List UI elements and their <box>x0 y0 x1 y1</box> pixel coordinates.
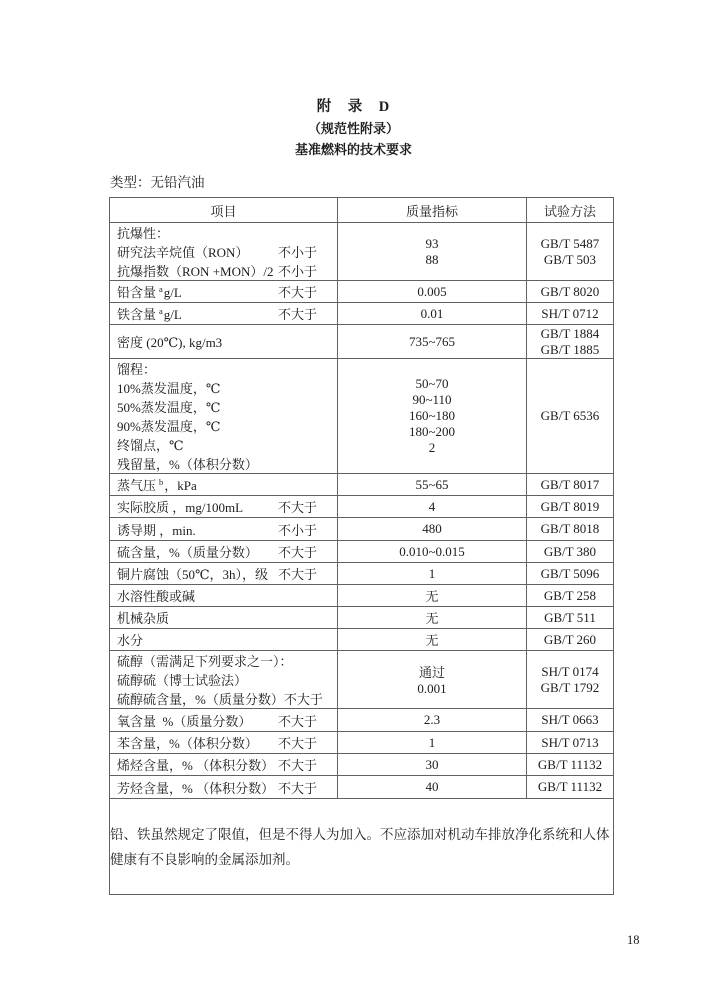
item-label <box>117 304 182 323</box>
cell-method: GB/T 11132 <box>527 776 614 799</box>
table-row-vapor-pressure <box>110 474 614 496</box>
cell-value: 480 <box>338 518 527 541</box>
value-text: 90~110 <box>412 392 452 407</box>
cell-item <box>110 541 338 563</box>
table-row-lead-content <box>110 281 614 303</box>
appendix-title: 附 录 D <box>316 99 391 115</box>
table-row-footnote <box>110 799 614 895</box>
item-line <box>117 261 317 280</box>
item-line <box>117 416 317 435</box>
value-text: 93 <box>425 235 439 251</box>
qualifier-label: 不大于 <box>277 780 317 796</box>
item-label: 机械杂质 <box>117 611 170 626</box>
item-text-post: g/L <box>163 285 182 300</box>
cell-item <box>110 303 338 325</box>
table-row-aromatics-content <box>110 776 614 799</box>
item-label: 抗爆指数（RON +MON）/2 <box>117 264 274 279</box>
cell-item <box>110 496 338 518</box>
cell-value <box>338 359 527 474</box>
item-label: 苯含量，%（体积分数） <box>117 736 258 751</box>
table-row-mercaptan <box>110 651 614 709</box>
table-row-oxygen-content <box>110 709 614 732</box>
qualifier-label: 不大于 <box>277 307 317 322</box>
cell-method: GB/T 8017 <box>527 474 614 496</box>
item-label: 硫醇硫（博士试验法） <box>117 673 248 688</box>
value-text: 180~200 <box>408 424 456 439</box>
fuel-type-label: 类型：无铅汽油 <box>110 175 205 190</box>
cell-value: 无 <box>338 607 527 629</box>
item-label: 烯烃含量，% （体积分数） <box>117 758 275 773</box>
method-text: GB/T 5487 <box>540 235 600 251</box>
qualifier-label: 不大于 <box>277 758 317 773</box>
cell-item <box>110 776 338 799</box>
table-row-density <box>110 325 614 359</box>
cell-item <box>110 651 338 709</box>
item-label: 抗爆性： <box>117 226 170 241</box>
cell-item <box>110 325 338 359</box>
cell-item <box>110 607 338 629</box>
qualifier-label: 不大于 <box>277 500 317 515</box>
qualifier-label: 不大于 <box>283 692 323 707</box>
value-text: 通过 <box>418 665 445 680</box>
item-label: 10%蒸发温度，℃ <box>117 381 221 396</box>
value-text: 50~70 <box>415 376 449 391</box>
cell-method: SH/T 0713 <box>527 732 614 754</box>
table-row-acid-or-alkali <box>110 585 614 607</box>
appendix-subtitle: （规范性附录） <box>307 121 399 136</box>
item-text-pre: 铅含量 <box>117 285 157 300</box>
cell-method: GB/T 8019 <box>527 496 614 518</box>
item-line <box>117 670 317 689</box>
method-text: GB/T 1885 <box>540 341 600 357</box>
item-label: 90%蒸发温度，℃ <box>117 419 221 434</box>
table-row-water-content <box>110 629 614 651</box>
table-row-benzene-content <box>110 732 614 754</box>
qualifier-label: 不大于 <box>277 736 317 751</box>
cell-method: GB/T 11132 <box>527 754 614 776</box>
item-label: 水溶性酸或碱 <box>117 589 196 604</box>
item-label: 密度 (20℃), kg/m3 <box>117 335 223 350</box>
item-label <box>117 282 182 301</box>
fuel-spec-table <box>109 197 614 895</box>
cell-value: 55~65 <box>338 474 527 496</box>
cell-method: SH/T 0712 <box>527 303 614 325</box>
cell-item <box>110 629 338 651</box>
qualifier-label: 不大于 <box>277 567 317 582</box>
value-text: 160~180 <box>408 408 456 423</box>
appendix-heading: 基准燃料的技术要求 <box>294 142 412 157</box>
table-row-sulfur-content <box>110 541 614 563</box>
appendix-title-block <box>0 96 707 160</box>
method-text: GB/T 1792 <box>540 679 600 695</box>
value-text: 0.001 <box>417 681 447 696</box>
cell-method: GB/T 511 <box>527 607 614 629</box>
item-line <box>117 689 323 708</box>
value-text: 2 <box>428 440 436 455</box>
cell-item <box>110 474 338 496</box>
item-text-pre: 蒸气压 <box>117 478 157 493</box>
cell-item <box>110 281 338 303</box>
item-label: 残留量，%（体积分数） <box>117 457 258 472</box>
item-label: 实际胶质 ，mg/100mL <box>117 500 244 515</box>
cell-method <box>527 651 614 709</box>
table-row-copper-corrosion <box>110 563 614 585</box>
item-label: 硫醇硫含量，%（质量分数） <box>117 692 284 707</box>
cell-method: GB/T 5096 <box>527 563 614 585</box>
item-label: 硫醇（需满足下列要求之一）： <box>117 654 293 669</box>
item-label: 终馏点，℃ <box>117 438 184 453</box>
cell-value: 无 <box>338 585 527 607</box>
cell-item <box>110 754 338 776</box>
header-item: 项目 <box>110 198 338 223</box>
table-header-row <box>110 198 614 223</box>
item-line <box>117 397 317 416</box>
cell-value <box>338 651 527 709</box>
item-line <box>117 435 317 454</box>
header-test-method: 试验方法 <box>527 198 614 223</box>
cell-item <box>110 563 338 585</box>
header-quality-index: 质量指标 <box>338 198 527 223</box>
cell-value: 4 <box>338 496 527 518</box>
table-row-iron-content <box>110 303 614 325</box>
cell-method: GB/T 8020 <box>527 281 614 303</box>
item-label: 水分 <box>117 633 144 648</box>
cell-method: GB/T 258 <box>527 585 614 607</box>
cell-value: 2.3 <box>338 709 527 732</box>
qualifier-label: 不大于 <box>277 545 317 560</box>
item-label <box>117 475 197 494</box>
cell-method <box>527 325 614 359</box>
cell-method: SH/T 0663 <box>527 709 614 732</box>
item-line <box>117 223 317 242</box>
cell-method: GB/T 380 <box>527 541 614 563</box>
cell-value: 30 <box>338 754 527 776</box>
cell-item <box>110 585 338 607</box>
item-line <box>117 378 317 397</box>
method-text: SH/T 0174 <box>541 663 599 679</box>
cell-method: GB/T 260 <box>527 629 614 651</box>
qualifier-label: 不小于 <box>277 245 317 260</box>
table-row-distillation <box>110 359 614 474</box>
footnote-marker: a <box>159 283 163 294</box>
cell-item <box>110 732 338 754</box>
item-label: 硫含量，%（质量分数） <box>117 545 258 560</box>
method-text: GB/T 1884 <box>540 325 600 341</box>
cell-value: 0.010~0.015 <box>338 541 527 563</box>
item-text-post: g/L <box>163 307 182 322</box>
table-row-gum-content <box>110 496 614 518</box>
cell-method: GB/T 6536 <box>527 359 614 474</box>
item-line <box>117 454 317 473</box>
page-number: 18 <box>627 933 640 947</box>
item-label: 诱导期 ，min. <box>117 522 196 538</box>
item-label: 铜片腐蚀（50℃，3h），级 <box>117 567 269 582</box>
table-footnote-text: 铅、铁虽然规定了限值，但是不得人为加入。不应添加对机动车排放净化系统和人体健康有不良影响的金属添加剂。 <box>110 799 614 895</box>
qualifier-label: 不小于 <box>277 264 317 279</box>
cell-value: 1 <box>338 732 527 754</box>
cell-item <box>110 359 338 474</box>
footnote-marker: a <box>159 305 163 316</box>
cell-value: 735~765 <box>338 325 527 359</box>
cell-item <box>110 709 338 732</box>
item-label: 氧含量 %（质量分数） <box>117 713 252 729</box>
item-line <box>117 359 317 378</box>
footnote-marker: b <box>159 476 164 487</box>
cell-value: 1 <box>338 563 527 585</box>
cell-method <box>527 223 614 281</box>
qualifier-label: 不大于 <box>277 713 317 729</box>
item-label: 研究法辛烷值（RON） <box>117 245 249 260</box>
method-text: GB/T 503 <box>543 251 597 267</box>
item-label: 芳烃含量，% （体积分数） <box>117 780 275 796</box>
cell-item <box>110 223 338 281</box>
cell-value: 无 <box>338 629 527 651</box>
cell-method: GB/T 8018 <box>527 518 614 541</box>
value-text: 88 <box>425 251 439 267</box>
table-row-antiknock <box>110 223 614 281</box>
qualifier-label: 不大于 <box>277 285 317 300</box>
cell-value: 0.005 <box>338 281 527 303</box>
item-text-pre: 铁含量 <box>117 307 157 322</box>
item-label: 馏程： <box>117 362 157 377</box>
item-label: 50%蒸发温度，℃ <box>117 400 221 415</box>
qualifier-label: 不小于 <box>277 522 317 538</box>
table-row-induction-period <box>110 518 614 541</box>
item-line <box>117 242 317 261</box>
cell-value: 40 <box>338 776 527 799</box>
cell-item <box>110 518 338 541</box>
cell-value: 0.01 <box>338 303 527 325</box>
cell-value <box>338 223 527 281</box>
table-row-olefin-content <box>110 754 614 776</box>
item-text-post: ，kPa <box>164 478 197 493</box>
table-row-mechanical-impurities <box>110 607 614 629</box>
item-line <box>117 651 317 670</box>
